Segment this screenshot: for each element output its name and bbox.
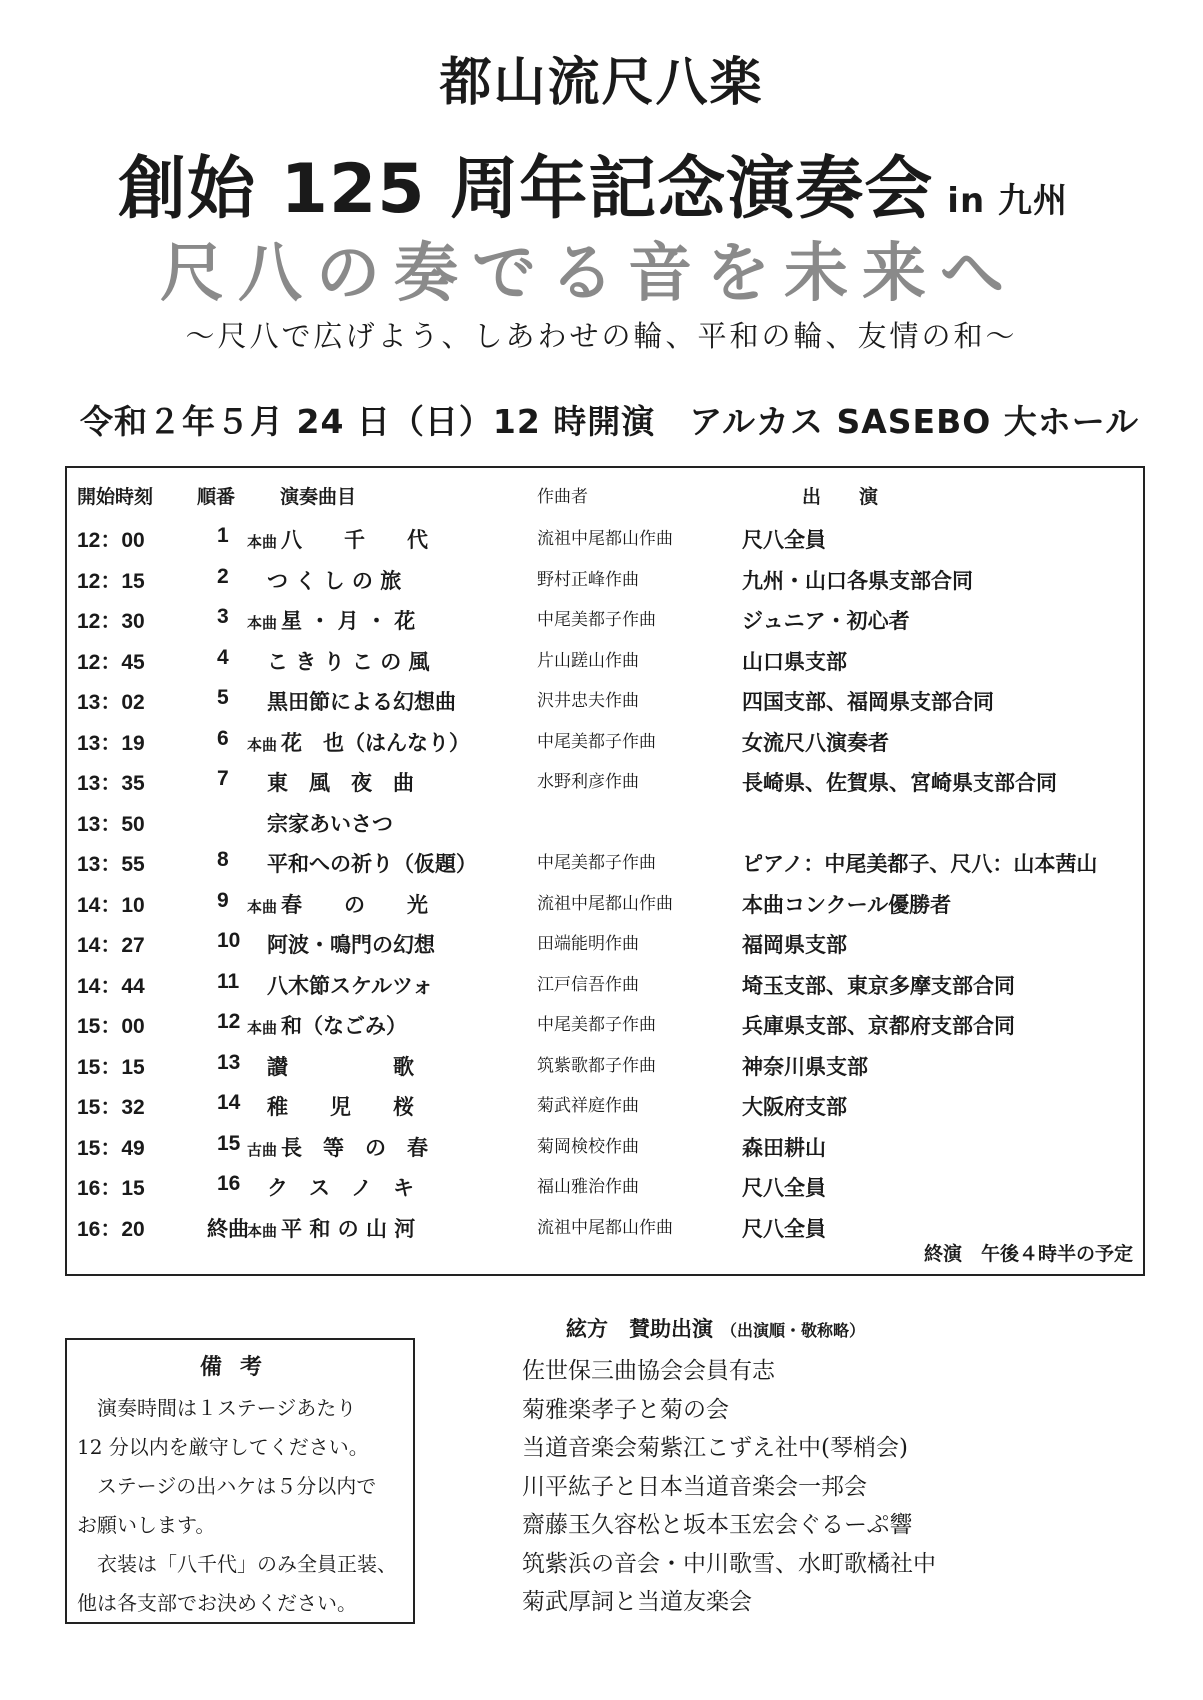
table-row xyxy=(67,889,1143,929)
row-piece-title: 阿波・鳴門の幻想 xyxy=(267,933,435,957)
list-item: 菊武厚詞と当道友楽会 xyxy=(522,1589,752,1615)
row-number: 11 xyxy=(217,969,240,993)
row-time: 13：19 xyxy=(77,731,145,755)
row-piece xyxy=(267,808,607,838)
program-table xyxy=(65,466,1145,1276)
header-composer: 作曲者 xyxy=(537,487,588,507)
notes-box xyxy=(65,1338,415,1624)
row-number: 12 xyxy=(217,1010,241,1033)
supporting-heading-note: （出演順・敬称略） xyxy=(721,1321,866,1340)
concert-title-suffix: in 九州 xyxy=(947,181,1068,221)
header-performer: 出 演 xyxy=(802,486,879,508)
row-composer: 中尾美都子作曲 xyxy=(537,853,656,873)
table-row xyxy=(67,929,1143,969)
row-number: 5 xyxy=(217,686,229,709)
notes-title: 備考 xyxy=(199,1355,280,1380)
list-item: 筑紫浜の音会・中川歌雪、水町歌橘社中 xyxy=(522,1550,936,1577)
row-piece xyxy=(247,889,587,919)
row-performer: 森田耕山 xyxy=(742,1135,826,1160)
table-row xyxy=(67,646,1143,686)
row-composer: 菊岡検校作曲 xyxy=(537,1136,639,1157)
list-item: 齋藤玉久容松と坂本玉宏会ぐるーぷ響 xyxy=(522,1512,913,1538)
list-item: 当道音楽会菊紫江こずえ社中(琴梢会) xyxy=(522,1435,908,1461)
row-piece-title: 平和への祈り（仮題） xyxy=(267,852,477,876)
row-number: 8 xyxy=(217,848,229,871)
header-time: 開始時刻 xyxy=(77,486,154,508)
row-performer: 尺八全員 xyxy=(742,1176,826,1200)
event-date-venue: 令和２年５月 24 日（日）12 時開演 アルカス SASEBO 大ホール xyxy=(80,402,1140,441)
table-row xyxy=(67,1051,1143,1091)
notes-line: お願いします。 xyxy=(77,1513,216,1537)
row-piece-title: 長 等 の 春 xyxy=(281,1135,429,1160)
row-time: 12：30 xyxy=(77,610,145,633)
row-number: 6 xyxy=(217,726,229,750)
row-number: 2 xyxy=(217,564,229,588)
row-piece-title: こ き り こ の 風 xyxy=(267,649,430,674)
list-item: 菊雅楽孝子と菊の会 xyxy=(522,1396,729,1423)
row-composer: 片山蹉山作曲 xyxy=(537,650,639,671)
row-time: 14：44 xyxy=(77,974,145,998)
row-piece-title: 春 の 光 xyxy=(281,892,429,917)
row-category: 本曲 xyxy=(247,897,278,916)
row-time: 15：32 xyxy=(77,1096,145,1119)
row-time: 15：00 xyxy=(77,1015,145,1038)
supporting-heading-label: 絃方 賛助出演 xyxy=(566,1317,713,1341)
row-number: 15 xyxy=(217,1131,241,1155)
row-piece xyxy=(247,1213,587,1243)
list-item: 川平紘子と日本当道音楽会一邦会 xyxy=(522,1473,867,1500)
supporting-performers-heading xyxy=(566,1313,865,1343)
row-time: 15：49 xyxy=(77,1136,145,1160)
row-number: 9 xyxy=(217,888,229,912)
header-piece: 演奏曲目 xyxy=(280,486,357,508)
notes-line: ステージの出ハケは５分以内で xyxy=(77,1474,377,1498)
row-number: 13 xyxy=(217,1050,241,1074)
table-row xyxy=(67,565,1143,605)
row-time: 15：15 xyxy=(77,1055,145,1079)
row-piece-title: 花 也（はんなり） xyxy=(281,730,471,755)
concert-title xyxy=(118,135,1068,232)
table-row xyxy=(67,808,1143,848)
table-row xyxy=(67,1172,1143,1212)
row-composer: 菊武祥庭作曲 xyxy=(537,1096,639,1116)
row-piece-title: 黒田節による幻想曲 xyxy=(267,690,456,714)
table-row xyxy=(67,1010,1143,1050)
row-performer: 女流尺八演奏者 xyxy=(742,730,889,755)
row-time: 12：00 xyxy=(77,529,145,552)
row-number: 7 xyxy=(217,767,229,790)
row-composer: 田端能明作曲 xyxy=(537,934,639,954)
row-performer: 神奈川県支部 xyxy=(742,1054,868,1079)
table-row xyxy=(67,686,1143,726)
row-composer: 中尾美都子作曲 xyxy=(537,731,656,752)
row-number: 終曲 xyxy=(207,1217,249,1241)
row-piece xyxy=(247,1132,587,1162)
row-number: 3 xyxy=(217,605,229,628)
notes-line: 衣装は「八千代」のみ全員正装、 xyxy=(77,1552,397,1576)
row-performer: 四国支部、福岡県支部合同 xyxy=(742,690,994,714)
row-time: 13：02 xyxy=(77,691,145,714)
row-composer: 流祖中尾都山作曲 xyxy=(537,1217,673,1238)
row-performer: ピアノ：中尾美都子、尺八：山本茜山 xyxy=(742,852,1098,876)
table-row xyxy=(67,1091,1143,1131)
row-performer: 兵庫県支部、京都府支部合同 xyxy=(742,1014,1015,1038)
row-composer: 流祖中尾都山作曲 xyxy=(537,893,673,914)
row-performer: 尺八全員 xyxy=(742,1216,826,1241)
row-performer: 尺八全員 xyxy=(742,528,826,552)
concert-title-main: 創始 125 周年記念演奏会 xyxy=(118,150,934,229)
row-time: 16：15 xyxy=(77,1177,145,1200)
row-piece xyxy=(247,524,587,554)
row-category: 本曲 xyxy=(247,533,278,551)
row-time: 13：35 xyxy=(77,772,145,795)
row-performer: 大阪府支部 xyxy=(742,1095,847,1119)
row-time: 16：20 xyxy=(77,1217,145,1241)
row-category: 本曲 xyxy=(247,735,278,754)
row-time: 14：10 xyxy=(77,893,145,917)
row-time: 12：45 xyxy=(77,650,145,674)
row-number: 4 xyxy=(217,645,229,669)
table-row xyxy=(67,605,1143,645)
row-category: 本曲 xyxy=(247,614,278,632)
row-composer: 福山雅治作曲 xyxy=(537,1177,639,1197)
row-performer: ジュニア・初心者 xyxy=(742,609,910,633)
row-number: 16 xyxy=(217,1172,241,1195)
row-piece xyxy=(247,605,587,635)
row-piece-title: 平 和 の 山 河 xyxy=(281,1216,416,1241)
header-order: 順番 xyxy=(197,486,236,508)
row-performer: 九州・山口各県支部合同 xyxy=(742,568,973,593)
subslogan: ～尺八で広げよう、しあわせの輪、平和の輪、友情の和～ xyxy=(185,319,1018,353)
row-composer: 沢井忠夫作曲 xyxy=(537,691,639,711)
row-category: 本曲 xyxy=(247,1221,278,1240)
row-piece-title: ク ス ノ キ xyxy=(267,1176,414,1200)
organization-name: 都山流尺八楽 xyxy=(439,53,764,113)
row-piece-title: 讃 歌 xyxy=(267,1054,414,1079)
row-piece-title: 星 ・ 月 ・ 花 xyxy=(281,609,416,633)
row-composer: 中尾美都子作曲 xyxy=(537,610,656,630)
row-category: 本曲 xyxy=(247,1019,278,1037)
row-composer: 江戸信吾作曲 xyxy=(537,974,639,995)
list-item: 佐世保三曲協会会員有志 xyxy=(522,1358,775,1384)
row-composer: 水野利彦作曲 xyxy=(537,772,639,792)
row-piece-title: 八木節スケルツォ xyxy=(267,973,434,998)
row-composer: 流祖中尾都山作曲 xyxy=(537,529,673,549)
row-piece xyxy=(247,727,587,757)
row-number: 1 xyxy=(217,524,229,547)
row-time: 13：50 xyxy=(77,812,145,836)
notes-line: 演奏時間は１ステージあたり xyxy=(77,1396,357,1420)
row-number: 10 xyxy=(217,929,241,952)
row-performer: 長崎県、佐賀県、宮崎県支部合同 xyxy=(742,771,1057,795)
row-piece-title: つ く し の 旅 xyxy=(267,568,402,593)
row-piece-title: 八 千 代 xyxy=(281,528,429,552)
row-composer: 中尾美都子作曲 xyxy=(537,1015,656,1035)
row-piece-title: 稚 児 桜 xyxy=(267,1095,414,1119)
notes-line: 他は各支部でお決めください。 xyxy=(77,1591,357,1615)
slogan: 尺八の奏でる音を未来へ xyxy=(160,236,1018,311)
row-piece-title: 東 風 夜 曲 xyxy=(267,771,414,795)
row-category: 古曲 xyxy=(247,1140,278,1159)
table-row xyxy=(67,727,1143,767)
row-time: 13：55 xyxy=(77,853,145,876)
row-performer: 福岡県支部 xyxy=(742,933,847,957)
row-number: 14 xyxy=(217,1091,241,1114)
table-row xyxy=(67,524,1143,564)
row-piece xyxy=(247,1010,587,1040)
table-row xyxy=(67,1132,1143,1172)
row-piece-title: 宗家あいさつ xyxy=(267,811,393,836)
row-performer: 本曲コンクール優勝者 xyxy=(742,892,952,917)
table-row xyxy=(67,970,1143,1010)
table-row xyxy=(67,767,1143,807)
row-performer: 山口県支部 xyxy=(742,649,847,674)
end-time-note: 終演 午後４時半の予定 xyxy=(923,1243,1133,1265)
row-composer: 野村正峰作曲 xyxy=(537,569,639,590)
row-piece-title: 和（なごみ） xyxy=(281,1014,408,1038)
row-performer: 埼玉支部、東京多摩支部合同 xyxy=(742,973,1015,998)
supporting-performers-list xyxy=(522,1352,936,1622)
table-row xyxy=(67,848,1143,888)
notes-line: 12 分以内を厳守してください。 xyxy=(77,1435,369,1459)
row-composer: 筑紫歌都子作曲 xyxy=(537,1055,656,1076)
row-time: 14：27 xyxy=(77,934,145,957)
row-time: 12：15 xyxy=(77,569,145,593)
